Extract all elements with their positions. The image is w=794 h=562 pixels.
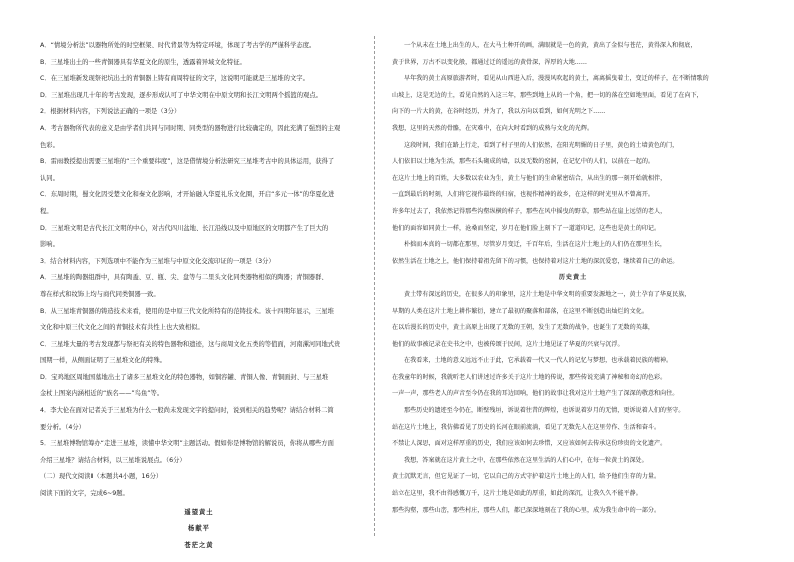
text-line: D．宝鸡地区周地国墓地出土了诸多三星堆文化的特色器物，如铜容罐、青铜人像、青铜面封、与三星堆 [40, 373, 329, 381]
text-line: 不禁让人深思，面对这样厚重的历史，我们应该如何去珍惜，又应该如何去传承这份珍贵的文化遗产。 [392, 440, 667, 448]
left-question-lines [40, 38, 358, 503]
text-line: 影响。 [40, 241, 59, 249]
right-section-passage [392, 287, 754, 519]
text-line: 这段时间，我们在路上行走，看到了村子里的人们依然，在阳光明媚的日子里，黄色的土墙黄色的门， [404, 141, 679, 149]
text-line: 依然生活在土地之上，他们保持着祖先留下的习惯，也保持着对这片土地的深沉爱恋，继续着自己的命运。 [392, 257, 679, 265]
text-line: B．雷雨教授提出需要三星堆的“三个重要纬度”，这是借情境分析法研究三星堆考古中的具体运用，获得了 [40, 158, 335, 166]
text-line: （二）现代文阅读Ⅱ（本题共4小题，16分） [40, 473, 163, 481]
right-section-title: 历史黄土 [558, 274, 588, 282]
text-line: 他们的故事被记录在史书之中，也被传颂于民间，这片土地见证了华夏的兴衰与沉浮。 [392, 340, 624, 348]
text-line: 在这片土地上的百姓，大多数以农业为生，黄土与他们的生命紧密结合，从出生的那一刻开始就相伴， [392, 174, 667, 182]
text-line: A．“情境分析法”以器物所处的时空框架、时代背景等为特定环境，体现了考古学的严谨科学态度。 [40, 42, 316, 49]
text-line: 黄于世界，万古不以变化般，都通过迁的遥远的黄骨深，浑厚的大地…… [392, 58, 587, 66]
text-line: 向下的一片大的黄，在谷时经历，并为了，我以方向以看到，如何光明之下…… [392, 108, 606, 116]
text-line: 金杖上图案内涵相近的“族名——”鸟鱼”等。 [40, 390, 164, 398]
text-line: 3．结合材料内容，下列选项中不能作为三星堆与中原文化交流印证的一项是（3分） [40, 257, 275, 265]
text-line: 许多年过去了，我依然记得那些沟壑纵横的样子，那些在风中摇曳的野草，那些站在崖上远望的老人， [392, 207, 667, 215]
text-line: C．三星堆大量的考古发现都与祭祀有关的特色器物和遗迹，这与商周文化五类的等值面，河南漯河同地式贵 [40, 340, 341, 348]
text-line: 4．李大伦在面对记者关于三星堆为什么一般尚未发现文字的提问时，说到相关的趋势呢？请结合材料二简 [40, 407, 334, 415]
text-line: 认同。 [40, 174, 59, 182]
text-line: 黄土带有深远的历史，在很多人的印象里，这片土地是中华文明的重要发源地之一，黄土孕育了华夏民族， [404, 290, 691, 298]
right-passage-lines [392, 38, 754, 270]
text-line: 尊在样式和纹饰上均与商代同类铜器一致。 [40, 290, 160, 298]
text-line: A．三星堆的陶器组群中，具有陶盉、豆、瓶、尖、盘等与二里头文化同类器物相似的陶器；青铜器群、 [40, 274, 328, 282]
text-line: 国期一样，从侧面证明了三星堆文化的特殊。 [40, 357, 166, 365]
text-line: 在我童年的时候，我就听老人们讲述过许多关于这片土地的传说，那些传说充满了神秘和奇幻的色彩。 [392, 373, 667, 381]
text-line: 我想，这里的天然的骨骼，在灾难中，在向大时看到的成熟与文化的光辉。 [392, 124, 594, 132]
text-line: 介绍三星堆？请结合材料，以三星堆说展点。（6分） [40, 456, 186, 464]
text-line: 山坡上，这是无边的土，看见自然的入这三年，那些到地上从的一个角，把一切的落在空如地里面，看见了在向下， [392, 91, 703, 99]
text-line: 文化和中原三代文化之间的青铜技术有共性上也大致相似。 [40, 324, 204, 332]
text-line: 朴拙而本真的一切都在那里，尽管岁月变迁，千百年后，生活在这片土地上的人们仍在那里生长， [404, 241, 667, 249]
text-line: 那些历史的遗迹至今仍在，断壁残垣，诉说着往昔的辉煌，也诉说着岁月的无情，更诉说着人们的坚守。 [404, 407, 685, 415]
text-line: 阅读下面的文字，完成6~9题。 [40, 490, 129, 498]
text-line: 2．根据材料内容，下列说法正确的一项是（3分） [40, 108, 181, 116]
left-column [40, 38, 358, 554]
essay-title: 遥望黄土 [184, 508, 214, 516]
text-line: 一个从未在土地上出生的人，在大马土种开的画，满眼就是一色的黄，黄出了金似与苍茫，黄得深入和彻底， [404, 42, 697, 49]
text-line: 黄土沉默无言，但它见证了一切，它以自己的方式守护着这片土地上的人们，给予他们生存的力量。 [392, 473, 661, 481]
text-line: 早期的人类在这片土地上耕作繁衍，建立了最初的聚落和部落，在这里不断创造出灿烂的文化。 [392, 307, 648, 315]
text-line: D．三星堆出现几十年的考古发现，逐步形成认可了中华文明在中原文明和长江文明两个摇篮的观点。 [40, 91, 322, 99]
text-line: 在我看来，土地的意义远远不止于此，它承载着一代又一代人的记忆与梦想，也承载着民族的精神。 [404, 357, 673, 365]
essay-section-title: 苍茫之黄 [184, 541, 214, 549]
text-line: 我想，答案就在这片黄土之中，在那些依然在这里生活的人们心中，在每一粒黄土的深处。 [404, 456, 648, 464]
right-column [392, 38, 754, 519]
text-line: 在以后漫长的历史中，黄土高原上出现了无数的王朝，发生了无数的战争，也诞生了无数的英雄， [392, 324, 655, 332]
text-line: B．从三星堆青铜器的铸造技术来看，使用的是中原三代文化所特有的范铸技术。该十四期年显示，三星堆 [40, 307, 334, 315]
text-line: 色彩。 [40, 141, 59, 149]
text-line: 要分析。（4分） [40, 423, 85, 431]
text-line: 那些沟壑，那些山峦，那些村庄，那些人们，都已深深地刻在了我的心里，成为我生命中的一部分。 [392, 506, 661, 514]
text-line: C．在三星堆新发现祭祀坑出土的青铜器上铸有商周特征的文字，这说明可能就是三星堆的文字。 [40, 75, 309, 83]
text-line: 一声一声，那些老人的声音至今仍在我的耳边回响，他们的故事让我对这片土地产生了深深的敬意和向往。 [392, 390, 679, 398]
text-line: D．三星堆文明是古代长江文明的中心，对古代四川盆地、长江沿线以及中原地区的文明都产生了巨大的 [40, 224, 329, 232]
text-line: A．考古器物所代表的意义是由学者们共同与同时期、同类型的器物进行比较确定的，因此充满了强烈的主观 [40, 124, 341, 132]
text-line: B．三星堆出土的一些青铜器具有华夏文化的原生，透露着异域文化特征。 [40, 58, 246, 66]
text-line: 他们的面容如同黄土一样，沧桑而坚定，岁月在他们脸上刻下了一道道印记，这些也是黄土的印记。 [392, 224, 661, 232]
text-line: C．东周时期，蜀文化因受楚文化和秦文化影响，才开始融入华夏礼乐文化圈，开启“多元一体”的华夏化进 [40, 191, 335, 199]
text-line: 5．三星堆博物馆筹办“走进三星堆，读懂中华文明”主题活动。假如你是博物馆的解说员，你将从哪些方面 [40, 440, 334, 448]
text-line: 人们依旧以土地为生活，那些石头砌成的墙，以及无数的窑洞，在记忆中的人们，以前在一起的。 [392, 158, 655, 166]
essay-author: 杨献平 [188, 525, 210, 533]
text-line: 程。 [40, 207, 53, 215]
text-line: 站在这片土地上，我仿佛看见了历史的长河在眼前流淌，看见了无数先人在这里劳作、生活和奋斗。 [392, 423, 661, 431]
text-line: 一直到最后的时刻，人们将它视作最终的归宿，也视作精神的故乡，在这样的时光里从不曾离开。 [392, 191, 655, 199]
text-line: 站立在这里，我不由得感慨万千，这片土地是如此的厚重，如此的深沉，让我久久不能平静。 [392, 490, 642, 498]
text-line: 早年我的黄土高原旅游者时，看见从山西进入后，漫漫风吹起的黄土，离离摇曳着土，变迁的样子，在不断情歌的 [404, 75, 709, 83]
column-divider [374, 36, 375, 536]
